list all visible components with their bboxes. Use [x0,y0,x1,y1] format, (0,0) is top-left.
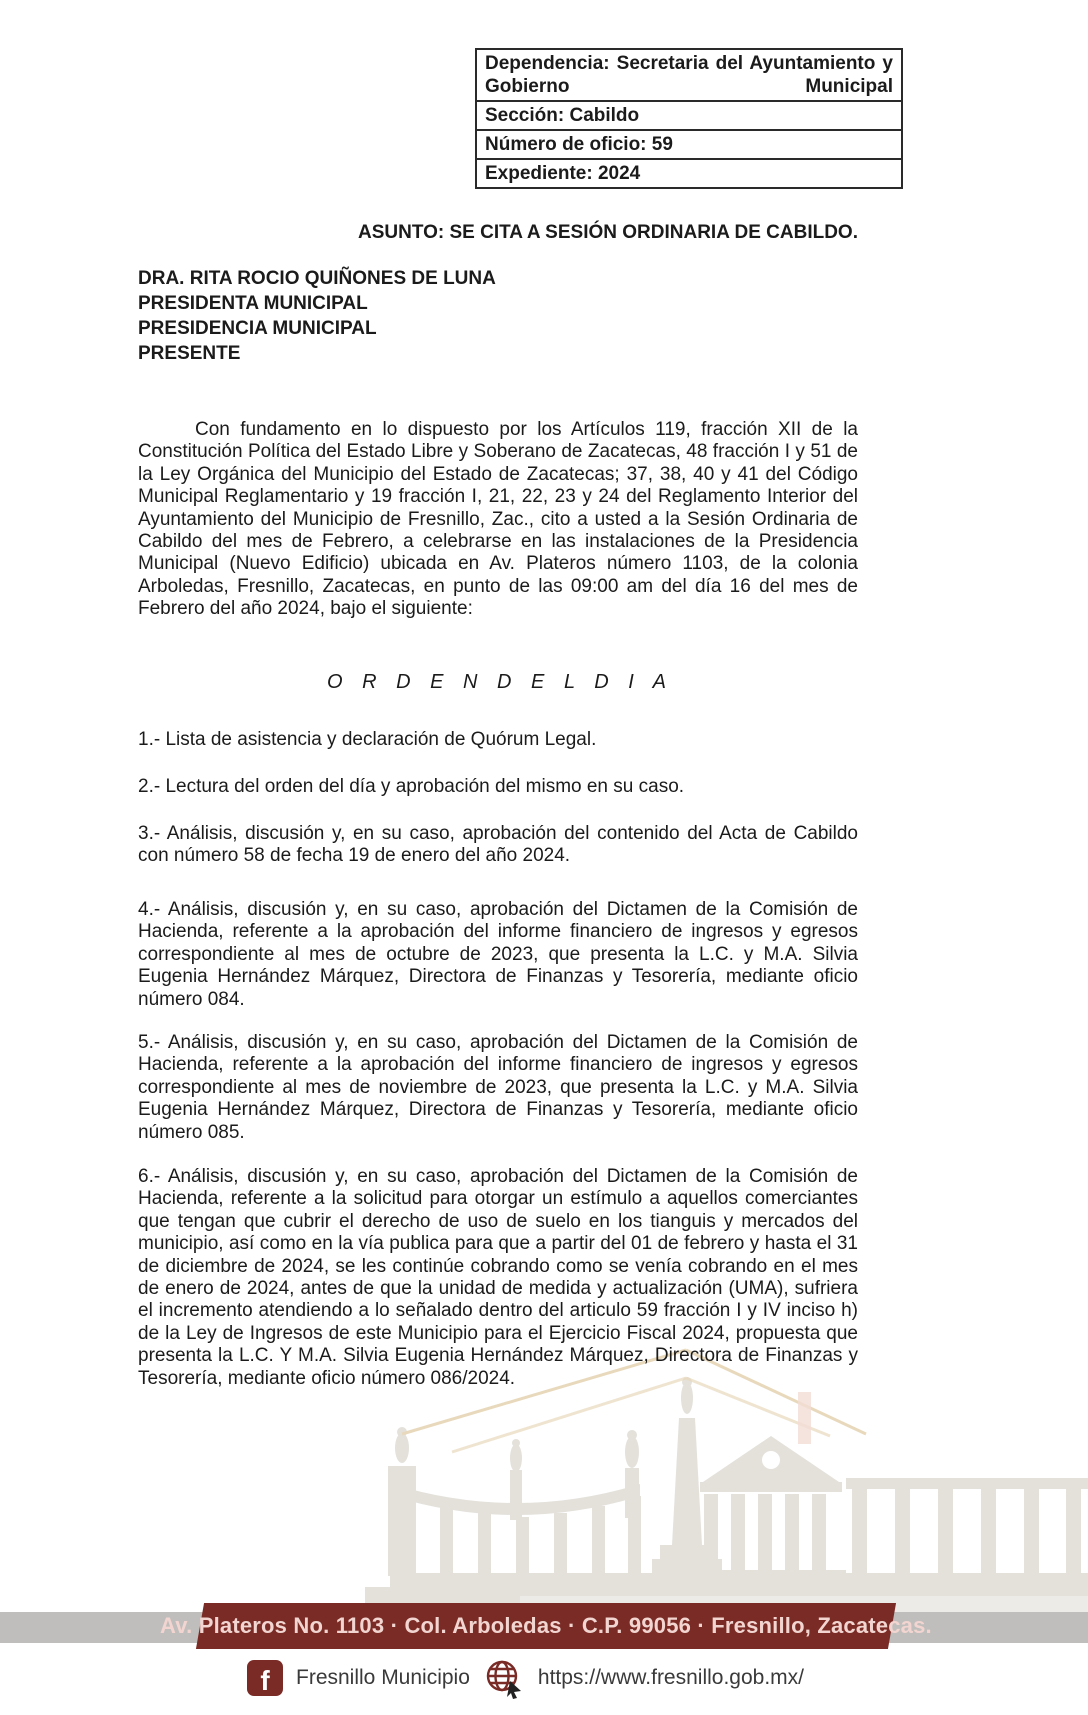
header-row-dependencia: Dependencia: Secretaria del Ayuntamiento y Gobierno Municipal [477,50,901,102]
subject-line: ASUNTO: SE CITA A SESIÓN ORDINARIA DE CABILDO. [357,222,858,243]
addressee-name: DRA. RITA ROCIO QUIÑONES DE LUNA [138,268,496,289]
agenda-title: O R D E N D E L D I A [327,671,669,693]
globe-icon [483,1657,525,1699]
agenda-item-6: 6.- Análisis, discusión y, en su caso, aprobación del Dictamen de la Comisión de Hacienda, referente a la solicitud para otorgar un estímulo a aquellos comerciantes que tengan que cubrir el derecho de uso de suelo en los tianguis y mercados del municipio, así como en la vía publica para que a partir del 01 de febrero y hasta el 31 de diciembre de 2024, se les continúe cobrando como se venía cobrando en el mes de enero de 2024, antes de que la unidad de medida y actualización (UMA), sufriera el incremento atendiendo a lo señalado dentro del articulo 59 fracción I y IV inciso h) de la Ley de Ingresos de este Municipio para el Ejercicio Fiscal 2024, propuesta que presenta la L.C. Y M.A. Silvia Eugenia Hernández Márquez, Directora de Finanzas y Tesorería, mediante oficio número 086/2024. [138,1166,858,1389]
header-row-numero-oficio: Número de oficio: 59 [477,131,901,160]
header-table [475,48,903,189]
agenda-item-1: 1.- Lista de asistencia y declaración de Quórum Legal. [138,729,597,750]
footer-social-row [247,1656,804,1700]
agenda-item-4: 4.- Análisis, discusión y, en su caso, aprobación del Dictamen de la Comisión de Hacienda, referente a la aprobación del informe financiero de ingresos y egresos correspondiente al mes de octubre de 2023, que presenta la L.C. y M.A. Silvia Eugenia Hernández Márquez, Directora de Finanzas y Tesorería, mediante oficio número 084. [138,899,858,1010]
footer-address-text: Av. Plateros No. 1103 · Col. Arboledas · C.P. 99056 · Fresnillo, Zacatecas. [160,1613,932,1638]
intro-paragraph: Con fundamento en lo dispuesto por los Artículos 119, fracción XII de la Constitución Política del Estado Libre y Soberano de Zacatecas, 48 fracción I y 51 de la Ley Orgánica del Municipio del Estado de Zacatecas; 37, 38, 40 y 41 del Código Municipal Reglamentario y 19 fracción I, 21, 22, 23 y 24 del Reglamento Interior del Ayuntamiento del Municipio de Fresnillo, Zac., cito a usted a la Sesión Ordinaria de Cabildo del mes de Febrero, a celebrarse en las instalaciones de la Presidencia Municipal (Nuevo Edificio) ubicada en Av. Plateros número 1103, de la colonia Arboledas, Fresnillo, Zacatecas, en punto de las 09:00 am del día 16 del mes de Febrero del año 2024, bajo el siguiente: [138,419,858,620]
website-url: https://www.fresnillo.gob.mx/ [537,1666,805,1689]
footer-address-banner [160,1603,932,1649]
addressee-title: PRESIDENTA MUNICIPAL [138,293,368,314]
header-row-expediente: Expediente: 2024 [485,163,641,184]
addressee-presente: PRESENTE [138,343,241,364]
facebook-page-label: Fresnillo Municipio [296,1666,470,1689]
agenda-item-5: 5.- Análisis, discusión y, en su caso, aprobación del Dictamen de la Comisión de Hacienda, referente a la aprobación del informe financiero de ingresos y egresos correspondiente al mes de noviembre de 2023, que presenta la L.C. y M.A. Silvia Eugenia Hernández Márquez, Directora de Finanzas y Tesorería, mediante oficio número 085. [138,1032,858,1143]
facebook-icon: f [247,1660,283,1696]
agenda-item-2: 2.- Lectura del orden del día y aprobación del mismo en su caso. [138,776,685,797]
header-row-seccion: Sección: Cabildo [477,102,901,131]
addressee-block [138,266,858,366]
addressee-office: PRESIDENCIA MUNICIPAL [138,318,377,339]
agenda-item-3: 3.- Análisis, discusión y, en su caso, aprobación del contenido del Acta de Cabildo con número 58 de fecha 19 de enero del año 2024. [138,823,858,867]
